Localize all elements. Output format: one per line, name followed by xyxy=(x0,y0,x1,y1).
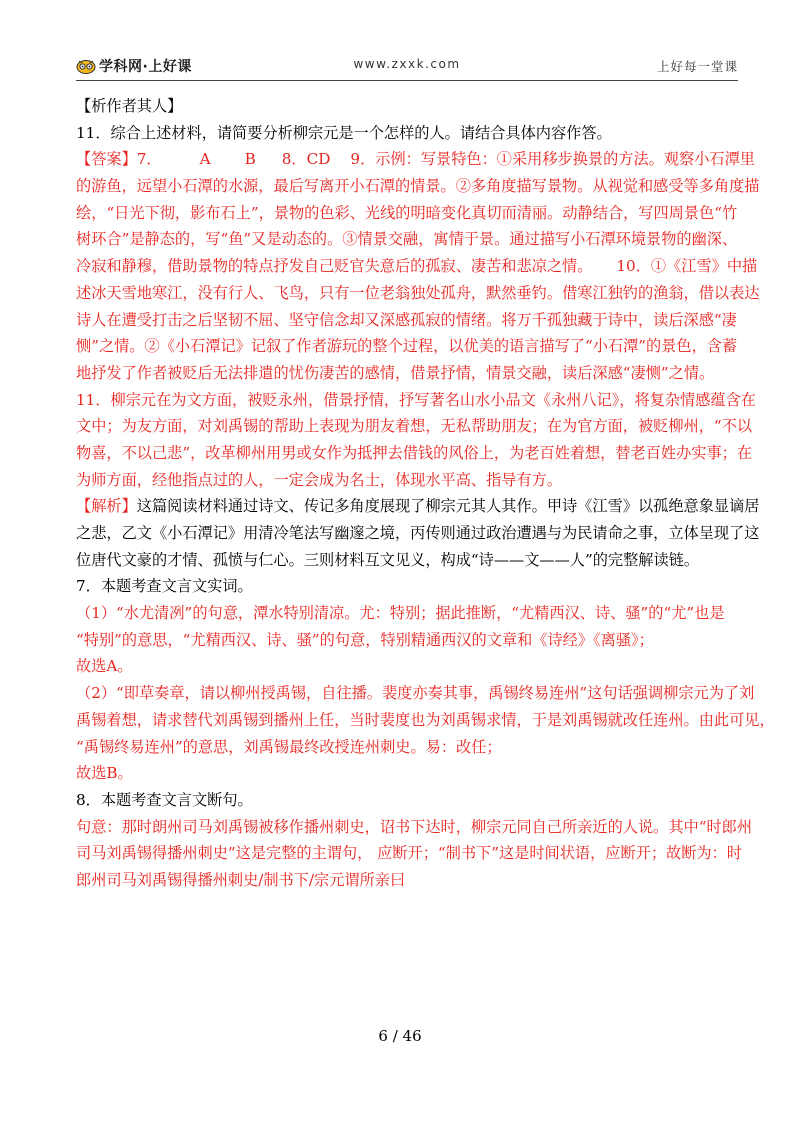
page-separator: / xyxy=(392,1027,398,1045)
explain-7-line: “禹锡终易连州”的意思，刘禹锡最终改授连州刺史。易：改任； xyxy=(76,737,502,756)
explain-8-line: 句意：那时朗州司马刘禹锡被移作播州刺史，诏书下达时，柳宗元同自己所亲近的人说。其中“时郎州 xyxy=(76,817,753,836)
page-content xyxy=(76,93,775,894)
answer-line: 述冰天雪地寒江，没有行人、飞鸟，只有一位老翁独处孤舟，默然垂钓。借寒江独钓的渔翁，借以表达 xyxy=(76,283,760,302)
answer-q9-tail: 冷寂和静穆，借助景物的特点抒发自己贬官失意后的孤寂、凄苦和悲凉之情。 xyxy=(76,257,593,276)
page-header xyxy=(76,55,738,77)
answer-line: 文中；为友方面，对刘禹锡的帮助上表现为朋友着想，无私帮助朋友；在为官方面，被贬柳州，“不以 xyxy=(76,417,753,436)
answer-q7-a: A xyxy=(199,150,211,169)
answer-line: 11．柳宗元在为文方面，被贬永州，借景抒情，抒写著名山水小品文《永州八记》，将复杂情感蕴含在 xyxy=(76,390,756,409)
explain-7-line: （1）“水尤清冽”的句意，潭水特别清凉。尤：特别；据此推断，“尤精西汉、诗、骚”的“尤”也是 xyxy=(76,604,725,623)
answer-q7-b: B xyxy=(244,150,256,169)
answer-line: 树环合”是静态的，写“鱼”又是动态的。③情景交融，寓情于景。通过描写小石潭环境景物的幽深、 xyxy=(76,230,738,249)
answer-line: 地抒发了作者被贬后无法排遣的忧伤凄苦的感情，借景抒情，情景交融，读后深感“凄恻”之情。 xyxy=(76,363,715,382)
answer-line: 的游鱼，远望小石潭的水源，最后写离开小石潭的情景。②多角度描写景物。从视觉和感受等多角度描 xyxy=(76,177,760,196)
analysis-first-line xyxy=(76,493,760,520)
explain-7-line: “特别”的意思，“尤精西汉、诗、骚”的句意，特别精通西汉的文章和《诗经》《离骚》； xyxy=(76,630,654,649)
answer-tag: 【答案】 xyxy=(76,150,137,169)
answer-line xyxy=(76,253,758,280)
answer-first-line xyxy=(76,146,755,173)
explain-7-line: 禹锡着想，请求替代刘禹锡到播州上任，当时裴度也为刘禹锡求情，于是刘禹锡就改任连州。由此可见， xyxy=(76,710,775,729)
header-slogan: 上好每一堂课 xyxy=(656,59,738,74)
current-page: 6 xyxy=(378,1027,388,1045)
answer-q8: 8．CD xyxy=(281,150,331,169)
answer-line: 为师方面，经他指点过的人，一定会成为名士，体现水平高、指导有方。 xyxy=(76,470,562,489)
analysis-line: 位唐代文豪的才情、孤愤与仁心。三则材料互文见义，构成“诗——文——人”的完整解读链。 xyxy=(76,550,700,569)
page-number xyxy=(0,1027,800,1045)
answer-q9-lead: 9．示例：写景特色：①采用移步换景的方法。观察小石潭里 xyxy=(350,150,755,169)
total-pages: 46 xyxy=(402,1027,422,1045)
logo-text: 学科网·上好课 xyxy=(99,59,192,75)
header-divider xyxy=(76,80,738,81)
answer-line: 恻”之情。②《小石潭记》记叙了作者游玩的整个过程，以优美的语言描写了“小石潭”的景色，含蓄 xyxy=(76,337,738,356)
explain-8-line: 司马刘禹锡得播州刺史”这是完整的主谓句， 应断开；“制书下”这是时间状语，应断开；故断为：时 xyxy=(76,844,742,863)
answer-line: 物喜，不以己悲”，改革柳州用男或女作为抵押去借钱的风俗上，为老百姓着想，替老百姓办实事；在 xyxy=(76,443,753,462)
explain-7-title: 7．本题考查文言文实词。 xyxy=(76,577,253,596)
explain-8-line: 郎州司马刘禹锡得播州刺史/制书下/宗元谓所亲曰 xyxy=(76,870,406,889)
explain-7-choice-b: 故选B。 xyxy=(76,764,133,783)
analysis-line: 之悲，乙文《小石潭记》用清冷笔法写幽邃之境，丙传则通过政治遭遇与为民请命之事，立体呈现了这 xyxy=(76,524,760,542)
answer-line: 绘，“日光下彻，影布石上”，景物的色彩、光线的明暗变化真切而清丽。动静结合，写四周景色“竹 xyxy=(76,203,738,222)
answer-q7: 7． xyxy=(136,150,162,169)
analysis-text: 这篇阅读材料通过诗文、传记多角度展现了柳宗元其人其作。甲诗《江雪》以孤绝意象显谪居 xyxy=(136,497,760,516)
explain-7-choice-a: 故选A。 xyxy=(76,657,133,676)
section-heading: 【析作者其人】 xyxy=(76,97,183,115)
explain-7-line: （2）“即草奏章，请以柳州授禹锡，自往播。裴度亦奏其事，禹锡终易连州”这句话强调柳宗元为了刘 xyxy=(76,684,755,703)
answer-line: 诗人在遭受打击之后坚韧不屈、坚守信念却又深感孤寂的情绪。将万千孤独藏于诗中，读后深感“凄 xyxy=(76,310,737,329)
answer-q10-lead: 10．①《江雪》中描 xyxy=(616,257,758,276)
question-11: 11．综合上述材料，请简要分析柳宗元是一个怎样的人。请结合具体内容作答。 xyxy=(76,123,612,142)
header-url[interactable]: www.zxxk.com xyxy=(353,57,461,71)
analysis-tag: 【解析】 xyxy=(76,497,137,516)
explain-8-title: 8．本题考查文言文断句。 xyxy=(76,790,253,809)
